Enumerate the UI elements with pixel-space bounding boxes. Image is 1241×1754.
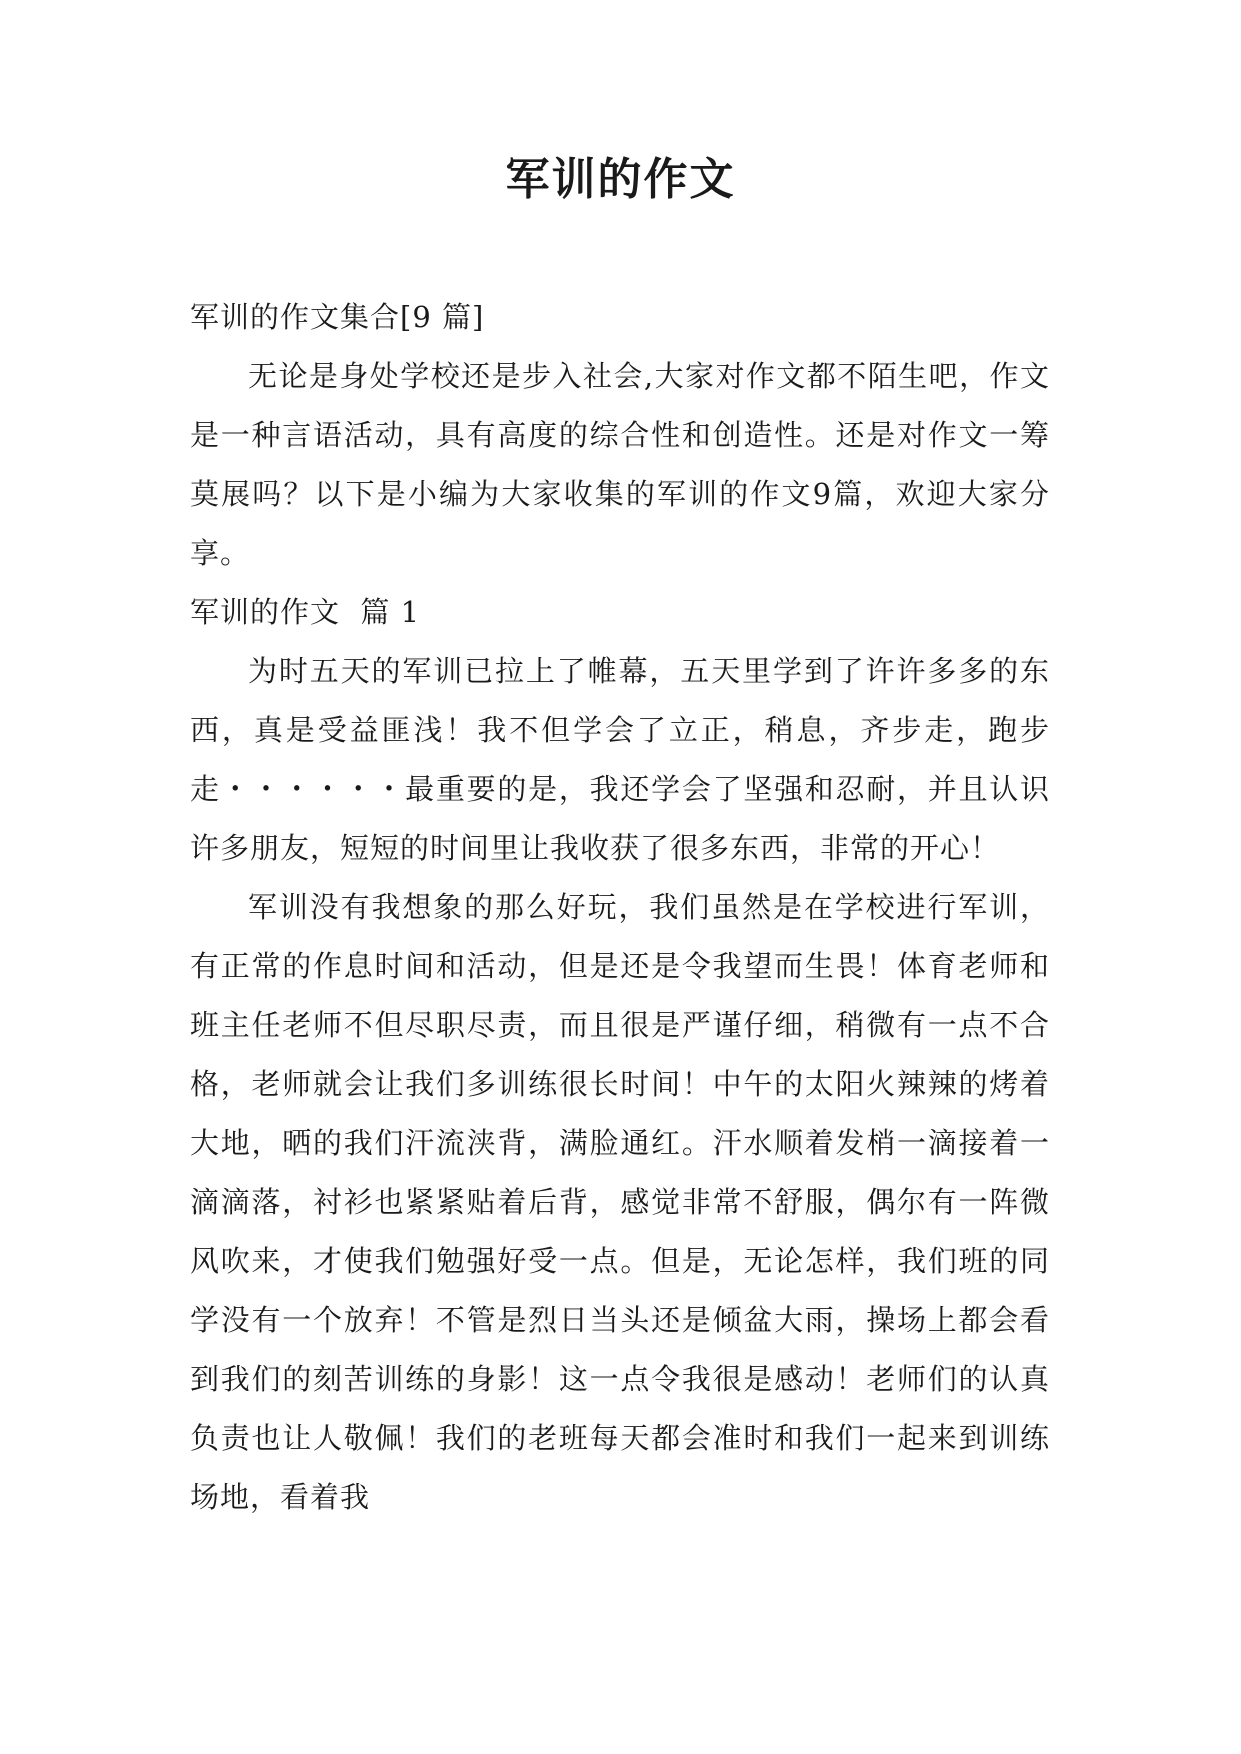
collection-subtitle: 军训的作文集合[9 篇]	[190, 300, 485, 334]
document-body	[190, 288, 1050, 1527]
section-heading: 军训的作文 篇 1	[190, 595, 421, 629]
body-paragraph-2: 军训没有我想象的那么好玩，我们虽然是在学校进行军训，有正常的作息时间和活动，但是还是令我望而生畏！体育老师和班主任老师不但尽职尽责，而且很是严谨仔细，稍微有一点不合格，老师就会让我们多训练很长时间！中午的太阳火辣辣的烤着大地，晒的我们汗流浃背，满脸通红。汗水顺着发梢一滴接着一滴滴落，衬衫也紧紧贴着后背，感觉非常不舒服，偶尔有一阵微风吹来，才使我们勉强好受一点。但是，无论怎样，我们班的同学没有一个放弃！不管是烈日当头还是倾盆大雨，操场上都会看到我们的刻苦训练的身影！这一点令我很是感动！老师们的认真负责也让人敬佩！我们的老班每天都会准时和我们一起来到训练场地，看着我	[190, 890, 1050, 1514]
body-paragraph-1: 为时五天的军训已拉上了帷幕，五天里学到了许许多多的东西，真是受益匪浅！我不但学会了立正，稍息，齐步走，跑步走・・・・・・最重要的是，我还学会了坚强和忍耐，并且认识许多朋友，短短的时间里让我收获了很多东西，非常的开心！	[190, 654, 1050, 865]
document-title: 军训的作文	[505, 154, 736, 205]
intro-paragraph: 无论是身处学校还是步入社会,大家对作文都不陌生吧，作文是一种言语活动，具有高度的综合性和创造性。还是对作文一筹莫展吗？以下是小编为大家收集的军训的作文9篇，欢迎大家分享。	[190, 359, 1050, 570]
